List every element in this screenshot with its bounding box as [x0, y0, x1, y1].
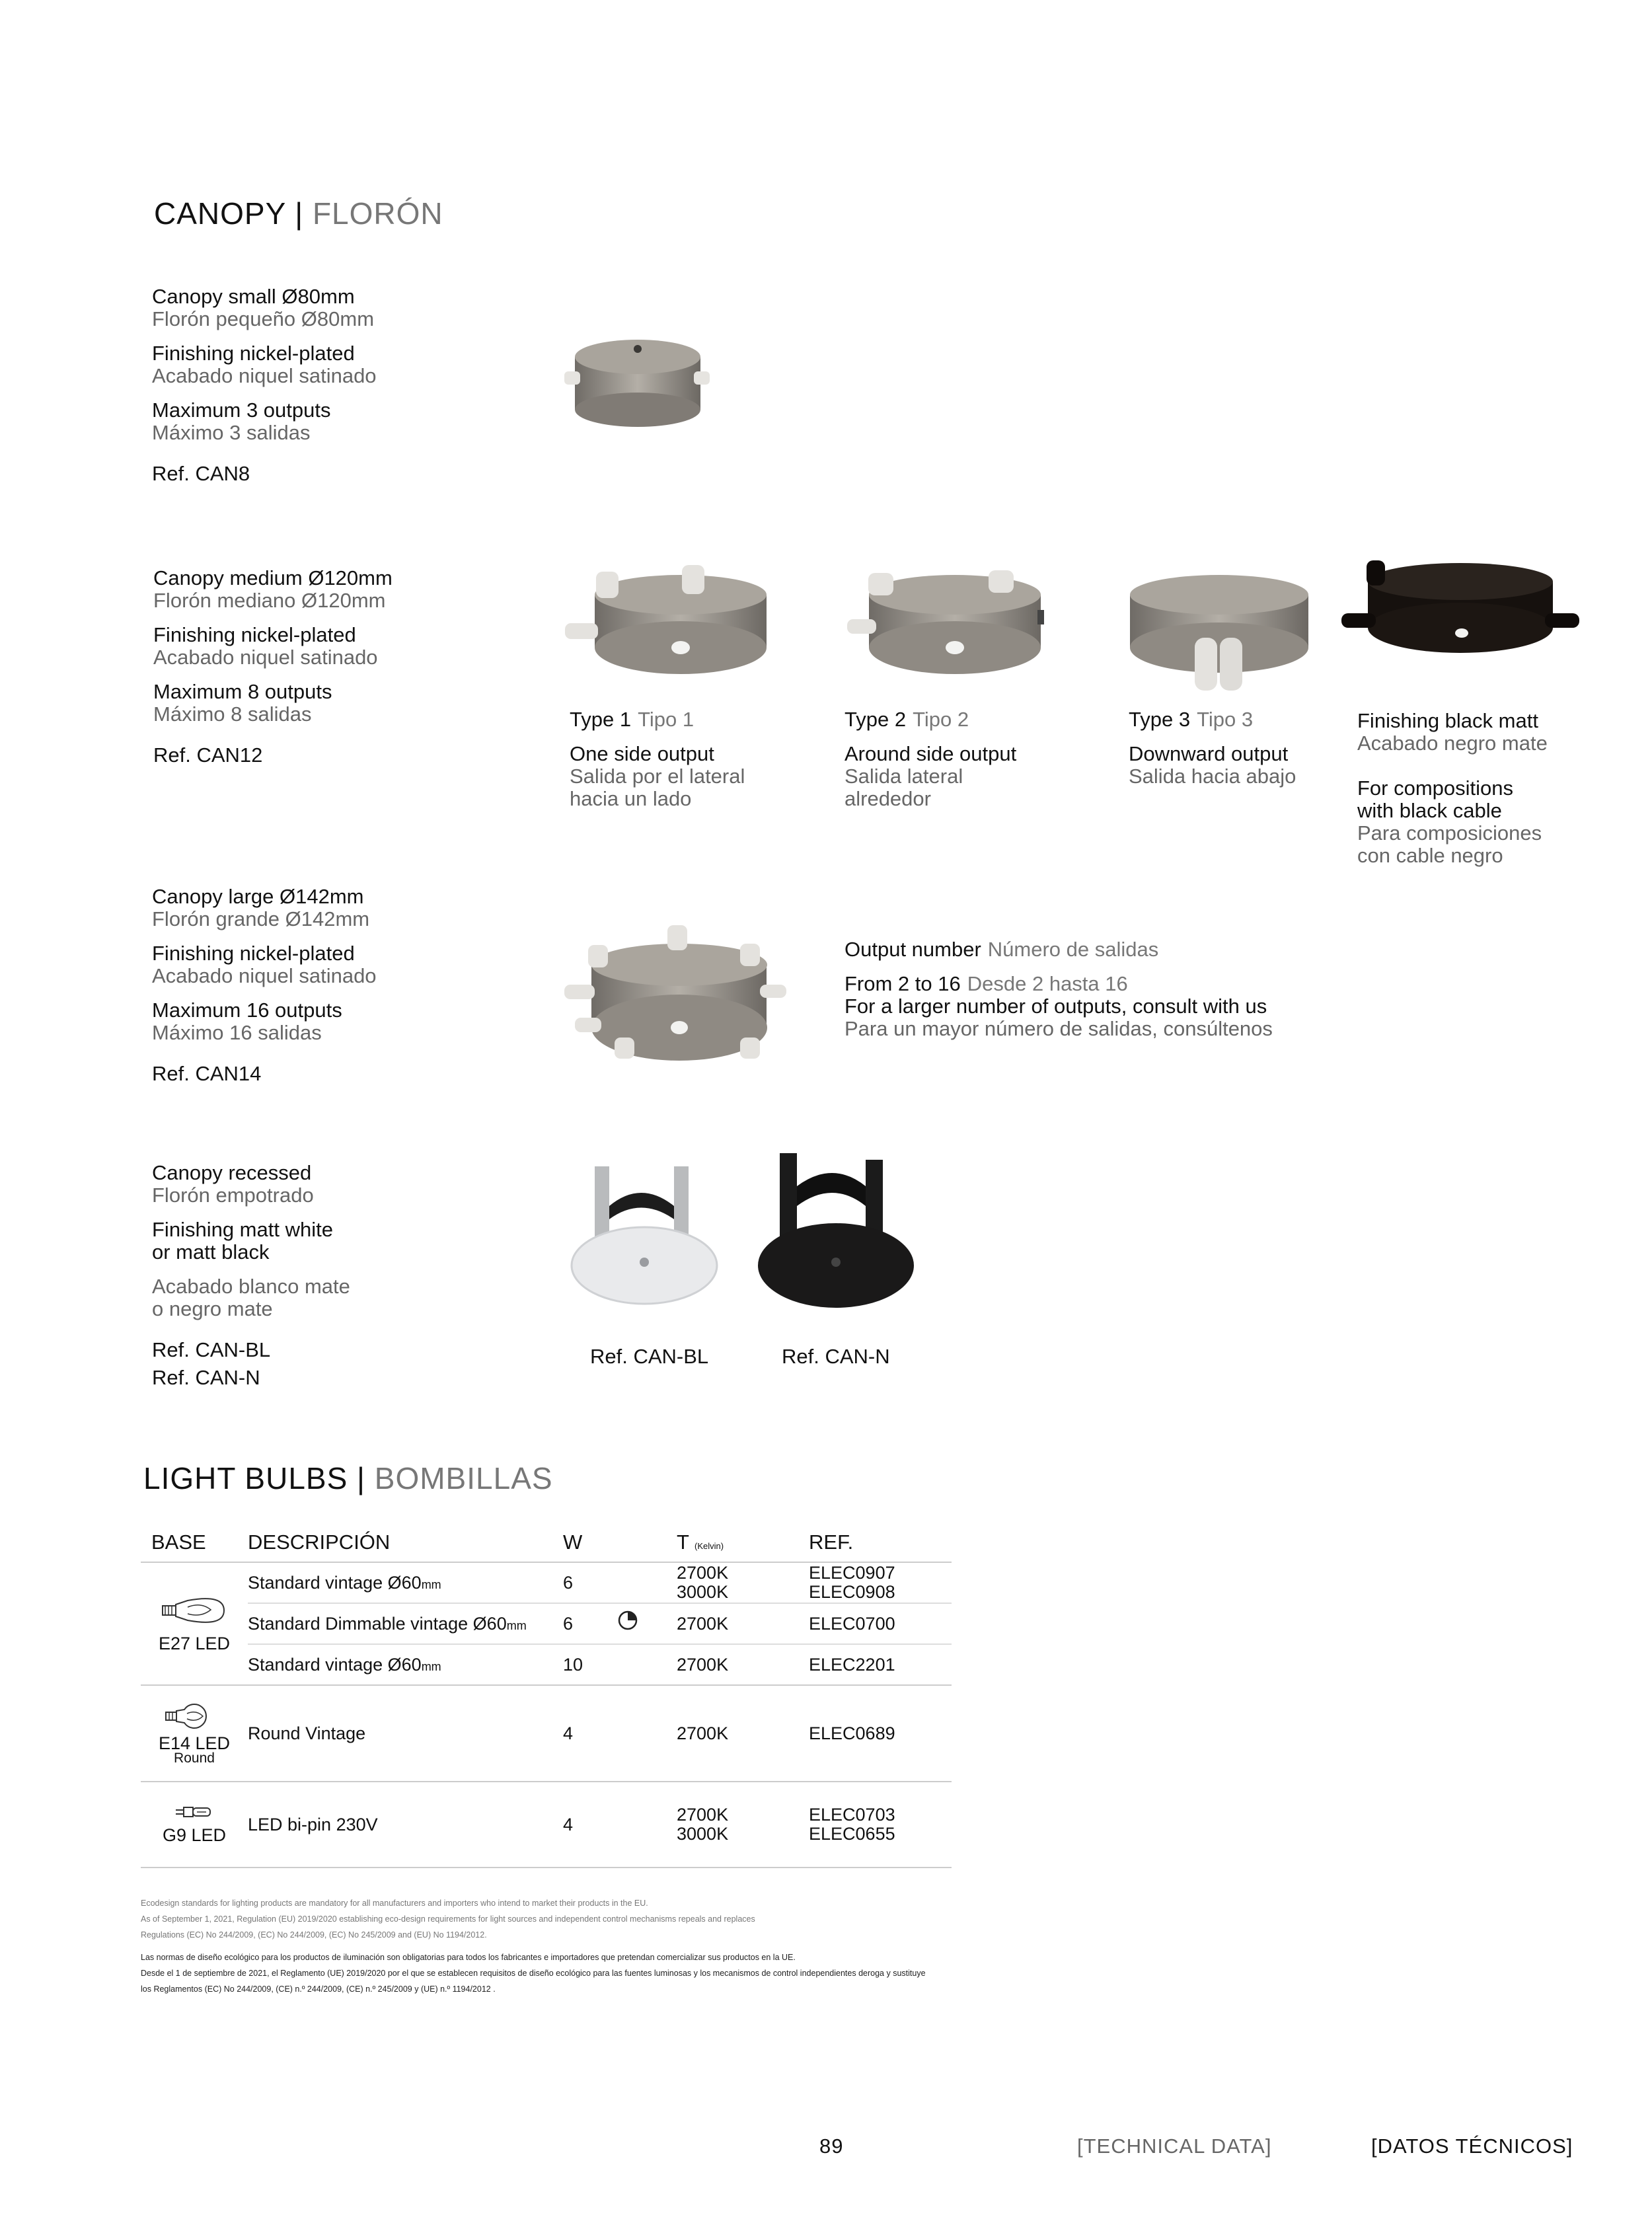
footer-technical-data: [TECHNICAL DATA] [1077, 2134, 1272, 2158]
table-row [141, 1685, 952, 1782]
canopy-medium-outputs: Maximum 8 outputs [153, 680, 332, 703]
bulbs-title-en: LIGHT BULBS [143, 1461, 348, 1495]
type2-desc: Around side output [845, 742, 1017, 765]
canopy-large-outputs: Maximum 16 outputs [152, 999, 342, 1022]
output-number-es: Número de salidas [987, 938, 1159, 961]
type3-label-es: Tipo 3 [1197, 708, 1254, 731]
canopy-large-finish-es: Acabado niquel satinado [152, 964, 377, 987]
note-en3: Regulations (EC) No 244/2009, (EC) No 244/2009, (EC) No 245/2009 and (EU) No 1194/2012. [141, 1930, 487, 1940]
recessed-finish-es1: Acabado blanco mate [152, 1275, 350, 1298]
e14-desc: Round Vintage [248, 1685, 563, 1782]
type2-label: Type 2 [845, 708, 907, 731]
note-en2: As of September 1, 2021, Regulation (EU) 2019/2020 establishing eco-design requirements for light sources and independent control mechanisms repeals and replaces [141, 1914, 755, 1924]
e14-t: 2700K [677, 1685, 809, 1782]
canopy-black-image [1341, 555, 1579, 667]
canopy-small-outputs-es: Máximo 3 salidas [152, 421, 311, 444]
black-comp-en2: with black cable [1357, 799, 1502, 822]
type1-desc-es1: Salida por el lateral [570, 765, 745, 788]
table-row [141, 1782, 952, 1868]
g9-r2: ELEC0655 [809, 1824, 895, 1844]
black-finish: Finishing black matt [1357, 709, 1538, 732]
canopy-medium-finish-es: Acabado niquel satinado [153, 646, 378, 669]
recessed-black-ref: Ref. CAN-N [782, 1345, 890, 1368]
type3-desc: Downward output [1129, 742, 1289, 765]
canopy-large-name-es: Florón grande Ø142mm [152, 907, 370, 930]
type2-desc-es1: Salida lateral [845, 765, 963, 788]
canopy-medium-name-es: Florón mediano Ø120mm [153, 589, 386, 612]
e27-row1-w: 6 [563, 1562, 616, 1603]
table-row [141, 1603, 952, 1644]
e27-base-cell [141, 1562, 248, 1685]
bulbs-title-es: BOMBILLAS [374, 1461, 553, 1495]
canopy-small-ref: Ref. CAN8 [152, 462, 250, 485]
e14-label: E14 LED [158, 1733, 231, 1753]
canopy-title-es: FLORÓN [312, 196, 443, 231]
canopy-small-outputs: Maximum 3 outputs [152, 398, 331, 422]
recessed-white-image [568, 1166, 720, 1318]
e14-ref: ELEC0689 [809, 1685, 952, 1782]
e27-row2-desc: Standard Dimmable vintage Ø60 [248, 1613, 507, 1634]
e27-row3-unit: mm [421, 1659, 441, 1673]
header-base: BASE [141, 1523, 248, 1562]
bulbs-title-sep: | [357, 1461, 365, 1495]
g9-t2: 3000K [677, 1824, 729, 1844]
note-es1: Las normas de diseño ecológico para los productos de iluminación son obligatorias para todos los fabricantes e importadores que pretendan comercializar sus productos en la UE. [141, 1953, 796, 1962]
e27-row1-t1: 2700K [677, 1563, 729, 1583]
ecodesign-note-es [141, 1949, 926, 1997]
canopy-title-sep: | [295, 196, 304, 231]
canopy-small-finish-es: Acabado niquel satinado [152, 364, 377, 387]
canopy-title-en: CANOPY [154, 196, 286, 231]
e27-row2-t1: 2700K [677, 1603, 809, 1644]
note-es2: Desde el 1 de septiembre de 2021, el Reglamento (UE) 2019/2020 por el que se establecen requisitos de diseño ecológico para las fuentes luminosas y los mecanismos de control independientes deroga y sustituye [141, 1969, 926, 1978]
output-range-es: Desde 2 hasta 16 [967, 972, 1128, 995]
e27-row3-r1: ELEC2201 [809, 1644, 952, 1685]
canopy-large-outputs-es: Máximo 16 salidas [152, 1021, 322, 1044]
canopy-small-finish: Finishing nickel-plated [152, 342, 355, 365]
output-number: Output number [845, 938, 981, 961]
recessed-name: Canopy recessed [152, 1161, 312, 1184]
e27-label: E27 LED [158, 1633, 231, 1653]
g9-bulb-icon [174, 1804, 214, 1820]
recessed-finish-es2: o negro mate [152, 1297, 273, 1320]
bulbs-header-row [141, 1523, 952, 1562]
e27-row1-desc: Standard vintage Ø60 [248, 1572, 422, 1593]
canopy-type2-image [846, 558, 1057, 691]
e27-row3-t1: 2700K [677, 1644, 809, 1685]
bulbs-title [143, 1460, 553, 1496]
canopy-small-name: Canopy small Ø80mm [152, 285, 355, 308]
table-row [141, 1644, 952, 1685]
canopy-type1-caption [570, 708, 834, 810]
e27-row1-r2: ELEC0908 [809, 1582, 895, 1602]
recessed-white-ref: Ref. CAN-BL [590, 1345, 709, 1368]
canopy-medium-finish: Finishing nickel-plated [153, 623, 356, 646]
ecodesign-note-en [141, 1895, 755, 1943]
e27-bulb-icon [161, 1594, 227, 1627]
recessed-black-image [753, 1153, 919, 1318]
recessed-name-es: Florón empotrado [152, 1184, 314, 1207]
page-number: 89 [819, 2134, 844, 2158]
e27-row1-r1: ELEC0907 [809, 1563, 895, 1583]
e27-row2-w: 6 [563, 1603, 616, 1644]
type3-label: Type 3 [1129, 708, 1191, 731]
e27-row3-w: 10 [563, 1644, 616, 1685]
g9-label: G9 LED [162, 1825, 227, 1845]
header-desc: DESCRIPCIÓN [248, 1523, 563, 1562]
canopy-medium-info [153, 567, 523, 767]
type1-label-es: Tipo 1 [638, 708, 695, 731]
e27-row2-r1: ELEC0700 [809, 1603, 952, 1644]
note-es3: los Reglamentos (EC) No 244/2009, (CE) n.º 244/2009, (CE) n.º 245/2009 y (UE) n.º 1194/2012 . [141, 1984, 496, 1994]
canopy-large-info [152, 886, 522, 1085]
type1-desc: One side output [570, 742, 714, 765]
canopy-large-finish: Finishing nickel-plated [152, 942, 355, 965]
black-comp-es2: con cable negro [1357, 844, 1503, 867]
g9-desc: LED bi-pin 230V [248, 1782, 563, 1868]
recessed-finish2: or matt black [152, 1240, 270, 1264]
e27-row3-desc: Standard vintage Ø60 [248, 1654, 422, 1675]
footer-datos-tecnicos: [DATOS TÉCNICOS] [1371, 2134, 1573, 2158]
type2-desc-es2: alrededor [845, 787, 931, 810]
recessed-finish1: Finishing matt white [152, 1218, 333, 1241]
bulbs-table [141, 1523, 952, 1868]
dimmable-icon [616, 1608, 640, 1632]
recessed-ref2: Ref. CAN-N [152, 1366, 260, 1389]
type2-label-es: Tipo 2 [913, 708, 969, 731]
e27-row1-t2: 3000K [677, 1582, 729, 1602]
canopy-large-ref: Ref. CAN14 [152, 1062, 262, 1085]
e27-row1-unit: mm [421, 1577, 441, 1591]
canopy-title [154, 196, 443, 231]
header-ref: REF. [809, 1523, 952, 1562]
canopy-type3-image [1117, 558, 1322, 710]
canopy-type3-caption [1129, 708, 1367, 788]
black-comp-en1: For compositions [1357, 776, 1514, 800]
g9-w: 4 [563, 1782, 616, 1868]
canopy-large-name: Canopy large Ø142mm [152, 885, 364, 908]
note-en1: Ecodesign standards for lighting products are mandatory for all manufacturers and importers who intend to market their products in the EU. [141, 1899, 648, 1908]
canopy-large-image [562, 919, 793, 1084]
canopy-recessed-info [152, 1162, 522, 1389]
type1-desc-es2: hacia un lado [570, 787, 692, 810]
canopy-medium-outputs-es: Máximo 8 salidas [153, 702, 312, 726]
output-consult: For a larger number of outputs, consult with us [845, 995, 1267, 1018]
header-w: W [563, 1523, 677, 1562]
header-t: T [677, 1530, 689, 1554]
table-row [141, 1562, 952, 1603]
e14-bulb-icon [165, 1702, 224, 1731]
canopy-black-caption [1357, 710, 1635, 867]
e14-w: 4 [563, 1685, 616, 1782]
canopy-type2-caption [845, 708, 1109, 810]
type3-desc-es1: Salida hacia abajo [1129, 765, 1296, 788]
canopy-small-name-es: Florón pequeño Ø80mm [152, 307, 375, 330]
canopy-small-image [562, 330, 714, 436]
black-finish-es: Acabado negro mate [1357, 732, 1548, 755]
canopy-small-info [152, 285, 522, 485]
g9-r1: ELEC0703 [809, 1805, 895, 1825]
g9-t1: 2700K [677, 1805, 729, 1825]
canopy-type1-image [562, 558, 780, 691]
canopy-medium-ref: Ref. CAN12 [153, 743, 263, 767]
output-consult-es: Para un mayor número de salidas, consúltenos [845, 1017, 1273, 1040]
canopy-medium-name: Canopy medium Ø120mm [153, 566, 393, 589]
canopy-large-outputs-info [845, 938, 1505, 1040]
recessed-ref1: Ref. CAN-BL [152, 1338, 271, 1361]
type1-label: Type 1 [570, 708, 632, 731]
e14-sublabel: Round [174, 1751, 215, 1766]
black-comp-es1: Para composiciones [1357, 821, 1542, 845]
header-t-unit: (Kelvin) [695, 1541, 724, 1551]
output-range: From 2 to 16 [845, 972, 961, 995]
e27-row2-unit: mm [506, 1618, 527, 1632]
